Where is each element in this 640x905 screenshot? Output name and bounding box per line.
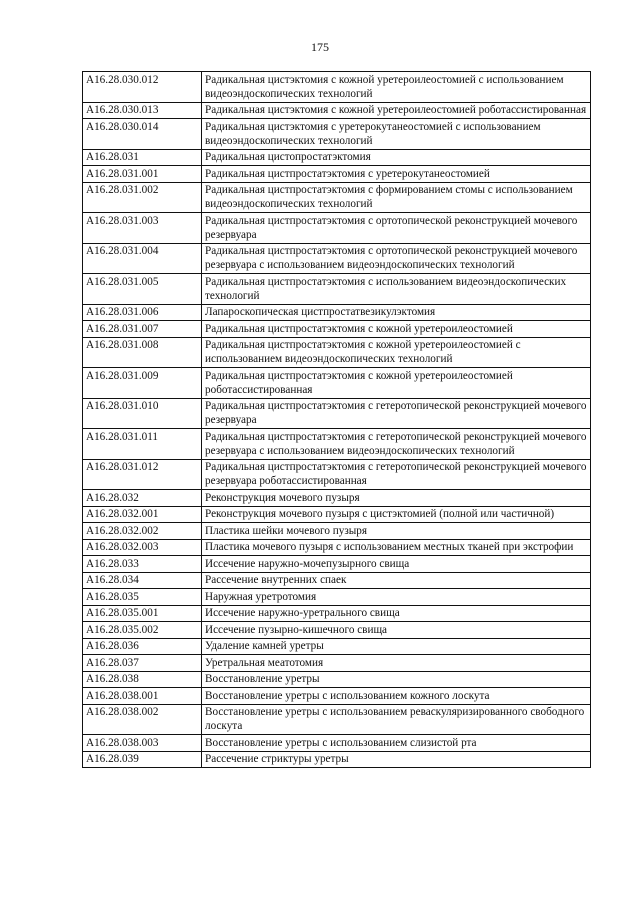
procedure-code-cell: A16.28.031.006 xyxy=(83,304,202,321)
procedure-code-cell: A16.28.038.002 xyxy=(83,704,202,735)
table-row xyxy=(83,523,591,540)
procedure-name-cell: Пластика мочевого пузыря с использованием местных тканей при экстрофии xyxy=(202,539,591,556)
procedure-name-cell: Восстановление уретры с использованием кожного лоскута xyxy=(202,688,591,705)
table-row xyxy=(83,182,591,213)
procedure-code-cell: A16.28.031.011 xyxy=(83,429,202,460)
table-row xyxy=(83,638,591,655)
procedure-code-cell: A16.28.031.009 xyxy=(83,368,202,399)
procedure-code-cell: A16.28.032.002 xyxy=(83,523,202,540)
procedure-code-cell: A16.28.035.002 xyxy=(83,622,202,639)
procedure-code-cell: A16.28.031.001 xyxy=(83,166,202,183)
procedure-name-cell: Восстановление уретры с использованием реваскуляризированного свободного лоскута xyxy=(202,704,591,735)
procedure-code-cell: A16.28.032 xyxy=(83,490,202,507)
procedure-code-cell: A16.28.031.002 xyxy=(83,182,202,213)
procedure-code-cell: A16.28.031.010 xyxy=(83,398,202,429)
procedure-name-cell: Лапароскопическая цистпростатвезикулэктомия xyxy=(202,304,591,321)
procedure-code-cell: A16.28.037 xyxy=(83,655,202,672)
table-row xyxy=(83,243,591,274)
procedure-name-cell: Иссечение наружно-мочепузырного свища xyxy=(202,556,591,573)
procedure-name-cell: Наружная уретротомия xyxy=(202,589,591,606)
table-row xyxy=(83,655,591,672)
procedure-name-cell: Иссечение наружно-уретрального свища xyxy=(202,605,591,622)
procedure-name-cell: Удаление камней уретры xyxy=(202,638,591,655)
table-row xyxy=(83,166,591,183)
table-row xyxy=(83,622,591,639)
table-row xyxy=(83,589,591,606)
procedure-name-cell: Реконструкция мочевого пузыря с цистэктомией (полной или частичной) xyxy=(202,506,591,523)
procedure-name-cell: Радикальная цистпростатэктомия с кожной уретероилеостомией роботассистированная xyxy=(202,368,591,399)
procedure-name-cell: Пластика шейки мочевого пузыря xyxy=(202,523,591,540)
procedure-code-cell: A16.28.031.012 xyxy=(83,459,202,490)
procedure-name-cell: Радикальная цистпростатэктомия с гетеротопической реконструкцией мочевого резервуара роботассистированная xyxy=(202,459,591,490)
procedure-code-cell: A16.28.031.007 xyxy=(83,321,202,338)
procedure-name-cell: Реконструкция мочевого пузыря xyxy=(202,490,591,507)
table-row xyxy=(83,735,591,752)
procedure-code-cell: A16.28.039 xyxy=(83,751,202,768)
table-row xyxy=(83,539,591,556)
page-number: 175 xyxy=(311,40,329,54)
table-row xyxy=(83,605,591,622)
procedure-name-cell: Уретральная меатотомия xyxy=(202,655,591,672)
procedure-code-cell: A16.28.031.008 xyxy=(83,337,202,368)
table-row xyxy=(83,572,591,589)
procedure-name-cell: Радикальная цистпростатэктомия с формированием стомы с использованием видеоэндоскопических технологий xyxy=(202,182,591,213)
table-row xyxy=(83,213,591,244)
table-row xyxy=(83,459,591,490)
procedure-code-cell: A16.28.031.004 xyxy=(83,243,202,274)
procedure-code-cell: A16.28.035.001 xyxy=(83,605,202,622)
table-row xyxy=(83,119,591,150)
table-row xyxy=(83,556,591,573)
table-row xyxy=(83,398,591,429)
procedure-name-cell: Радикальная цистпростатэктомия с кожной уретероилеостомией с использованием видеоэндоскопических технологий xyxy=(202,337,591,368)
table-row xyxy=(83,72,591,103)
procedure-code-cell: A16.28.031.003 xyxy=(83,213,202,244)
procedure-name-cell: Радикальная цистпростатэктомия с использованием видеоэндоскопических технологий xyxy=(202,274,591,305)
procedure-name-cell: Радикальная цистпростатэктомия с гетеротопической реконструкцией мочевого резервуара xyxy=(202,398,591,429)
procedure-code-cell: A16.28.032.003 xyxy=(83,539,202,556)
procedure-name-cell: Радикальная цистпростатэктомия с ортотопической реконструкцией мочевого резервуара xyxy=(202,213,591,244)
procedure-code-cell: A16.28.036 xyxy=(83,638,202,655)
procedure-name-cell: Рассечение внутренних спаек xyxy=(202,572,591,589)
table-row xyxy=(83,102,591,119)
procedure-code-cell: A16.28.031.005 xyxy=(83,274,202,305)
procedure-code-cell: A16.28.034 xyxy=(83,572,202,589)
procedure-code-cell: A16.28.038 xyxy=(83,671,202,688)
table-row xyxy=(83,149,591,166)
table-row xyxy=(83,337,591,368)
table-row xyxy=(83,490,591,507)
table-row xyxy=(83,704,591,735)
procedure-code-cell: A16.28.035 xyxy=(83,589,202,606)
procedure-code-cell: A16.28.038.001 xyxy=(83,688,202,705)
procedure-code-cell: A16.28.030.012 xyxy=(83,72,202,103)
procedure-code-cell: A16.28.031 xyxy=(83,149,202,166)
procedure-name-cell: Радикальная цистопростатэктомия xyxy=(202,149,591,166)
table-row xyxy=(83,368,591,399)
procedure-name-cell: Иссечение пузырно-кишечного свища xyxy=(202,622,591,639)
table-row xyxy=(83,751,591,768)
table-row xyxy=(83,429,591,460)
procedure-name-cell: Радикальная цистэктомия с кожной уретероилеостомией с использованием видеоэндоскопических технологий xyxy=(202,72,591,103)
procedure-code-cell: A16.28.033 xyxy=(83,556,202,573)
procedure-name-cell: Радикальная цистпростатэктомия с ортотопической реконструкцией мочевого резервуара с использованием видеоэндоскопических технологий xyxy=(202,243,591,274)
procedure-code-cell: A16.28.038.003 xyxy=(83,735,202,752)
procedure-name-cell: Восстановление уретры xyxy=(202,671,591,688)
procedure-code-cell: A16.28.030.014 xyxy=(83,119,202,150)
table-row xyxy=(83,506,591,523)
table-row xyxy=(83,304,591,321)
procedure-name-cell: Радикальная цистпростатэктомия с гетеротопической реконструкцией мочевого резервуара с использованием видеоэндоскопических технологий xyxy=(202,429,591,460)
procedure-name-cell: Радикальная цистэктомия с кожной уретероилеостомией роботассистированная xyxy=(202,102,591,119)
procedure-code-table xyxy=(82,71,591,768)
table-row xyxy=(83,688,591,705)
procedure-name-cell: Восстановление уретры с использованием слизистой рта xyxy=(202,735,591,752)
procedure-name-cell: Радикальная цистпростатэктомия с кожной уретероилеостомией xyxy=(202,321,591,338)
procedure-code-cell: A16.28.032.001 xyxy=(83,506,202,523)
table-row xyxy=(83,321,591,338)
table-row xyxy=(83,274,591,305)
procedure-name-cell: Радикальная цистэктомия с уретерокутанеостомией с использованием видеоэндоскопических технологий xyxy=(202,119,591,150)
procedure-code-cell: A16.28.030.013 xyxy=(83,102,202,119)
procedure-name-cell: Рассечение стриктуры уретры xyxy=(202,751,591,768)
table-body xyxy=(83,72,591,768)
procedure-name-cell: Радикальная цистпростатэктомия с уретерокутанеостомией xyxy=(202,166,591,183)
table-row xyxy=(83,671,591,688)
